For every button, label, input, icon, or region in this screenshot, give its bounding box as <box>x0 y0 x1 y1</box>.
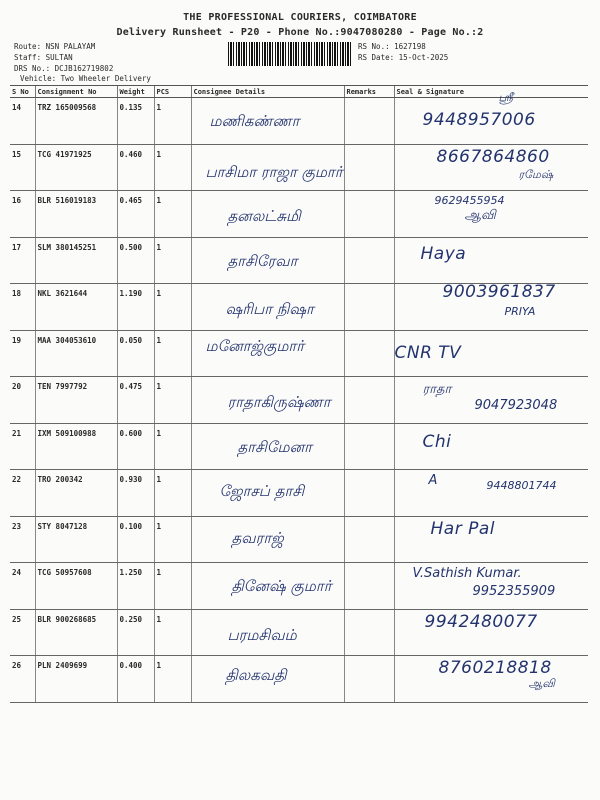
signature-scribble: PRIYA <box>504 305 536 318</box>
row-consignee-cell <box>191 284 344 331</box>
row-pcs: 1 <box>154 144 191 191</box>
row-signature-cell <box>394 284 588 331</box>
row-remarks-cell <box>344 516 394 563</box>
row-weight: 0.600 <box>117 423 154 470</box>
table-row <box>10 284 588 331</box>
row-weight: 0.460 <box>117 144 154 191</box>
consignee-handwriting: பரமசிவம் <box>227 625 297 644</box>
row-consignee-cell <box>191 656 344 703</box>
row-remarks-cell <box>344 423 394 470</box>
signature-handwriting: 9942480077 <box>424 611 538 632</box>
signature-handwriting: 9448957006 <box>422 110 536 130</box>
row-pcs: 1 <box>154 423 191 470</box>
row-pcs: 1 <box>154 470 191 517</box>
row-sno: 20 <box>10 377 35 424</box>
signature-scribble: Chi <box>422 431 452 452</box>
row-remarks-cell <box>344 144 394 191</box>
signature-handwriting: CNR TV <box>394 342 462 363</box>
signature-scribble: ரமேஷ் <box>518 167 554 181</box>
row-weight: 0.475 <box>117 377 154 424</box>
row-consignment-no: PLN 2409699 <box>35 656 117 703</box>
row-sno: 26 <box>10 656 35 703</box>
row-signature-cell <box>394 144 588 191</box>
consignee-handwriting: தாசிமேனா <box>237 437 312 456</box>
consignee-handwriting: ஜோசப் தாசி <box>219 482 305 500</box>
row-remarks-cell <box>344 98 394 145</box>
row-signature-cell <box>394 237 588 284</box>
row-consignee-cell <box>191 330 344 377</box>
document-title: THE PROFESSIONAL COURIERS, COIMBATORE <box>183 12 417 23</box>
consignee-handwriting: ராதாகிருஷ்ணா <box>227 393 331 411</box>
row-weight: 0.400 <box>117 656 154 703</box>
row-remarks-cell <box>344 563 394 610</box>
row-signature-cell <box>394 423 588 470</box>
row-consignment-no: TCG 50957608 <box>35 563 117 610</box>
row-consignment-no: STY 8047128 <box>35 516 117 563</box>
runsheet-table <box>10 85 588 703</box>
row-remarks-cell <box>344 330 394 377</box>
staff-label: Staff: SULTAN <box>14 53 73 62</box>
table-row <box>10 237 588 284</box>
row-sno: 22 <box>10 470 35 517</box>
row-pcs: 1 <box>154 330 191 377</box>
row-consignee-cell <box>191 237 344 284</box>
signature-handwriting: 9003961837 <box>442 282 556 302</box>
row-consignee-cell <box>191 609 344 656</box>
table-row <box>10 609 588 656</box>
row-consignee-cell <box>191 377 344 424</box>
row-consignee-cell <box>191 563 344 610</box>
column-header-weight: Weight <box>117 86 154 98</box>
column-header-sno: S No <box>10 86 35 98</box>
row-weight: 0.135 <box>117 98 154 145</box>
row-signature-cell <box>394 191 588 238</box>
row-signature-cell <box>394 330 588 377</box>
row-signature-cell <box>394 516 588 563</box>
row-sno: 16 <box>10 191 35 238</box>
row-pcs: 1 <box>154 191 191 238</box>
row-signature-cell <box>394 563 588 610</box>
row-remarks-cell <box>344 191 394 238</box>
table-row <box>10 191 588 238</box>
row-pcs: 1 <box>154 284 191 331</box>
row-signature-cell <box>394 609 588 656</box>
row-remarks-cell <box>344 377 394 424</box>
signature-handwriting: 9047923048 <box>474 398 558 413</box>
row-pcs: 1 <box>154 516 191 563</box>
consignee-handwriting: மனோஜ்குமார் <box>205 336 305 355</box>
table-row <box>10 563 588 610</box>
row-pcs: 1 <box>154 656 191 703</box>
signature-handwriting: 9629455954 <box>434 194 505 207</box>
signature-scribble: A <box>428 473 438 488</box>
row-consignment-no: BLR 900268685 <box>35 609 117 656</box>
consignee-handwriting: தவராஜ் <box>231 528 284 547</box>
consignee-handwriting: திலகவதி <box>225 666 287 684</box>
row-weight: 0.100 <box>117 516 154 563</box>
row-sno: 25 <box>10 609 35 656</box>
column-header-remarks: Remarks <box>344 86 394 98</box>
row-sno: 19 <box>10 330 35 377</box>
row-remarks-cell <box>344 609 394 656</box>
consignee-handwriting: மணிகண்ணா <box>209 112 300 130</box>
row-signature-cell <box>394 470 588 517</box>
table-row <box>10 516 588 563</box>
signature-handwriting: 9448801744 <box>486 479 557 492</box>
signature-scribble: ஆவி <box>464 208 496 223</box>
signature-scribble: Haya <box>420 243 467 264</box>
row-consignment-no: TRO 200342 <box>35 470 117 517</box>
table-row <box>10 98 588 145</box>
table-row <box>10 470 588 517</box>
row-sno: 24 <box>10 563 35 610</box>
row-weight: 0.500 <box>117 237 154 284</box>
signature-scribble: ஆவி <box>528 677 555 690</box>
row-weight: 0.930 <box>117 470 154 517</box>
row-consignment-no: TCG 41971925 <box>35 144 117 191</box>
row-sno: 15 <box>10 144 35 191</box>
row-consignment-no: MAA 304053610 <box>35 330 117 377</box>
consignee-handwriting: தினேஷ் குமார் <box>231 577 332 595</box>
table-row <box>10 656 588 703</box>
row-consignment-no: TRZ 165009568 <box>35 98 117 145</box>
consignee-handwriting: தனலட்சுமி <box>227 207 301 225</box>
signature-handwriting: V.Sathish Kumar. <box>412 566 522 581</box>
row-pcs: 1 <box>154 377 191 424</box>
drs-number: DRS No.: DCJB162719802 <box>14 64 114 73</box>
row-sno: 17 <box>10 237 35 284</box>
row-weight: 0.465 <box>117 191 154 238</box>
row-consignment-no: TEN 7997792 <box>35 377 117 424</box>
barcode <box>228 42 352 66</box>
row-consignment-no: SLM 380145251 <box>35 237 117 284</box>
row-sno: 21 <box>10 423 35 470</box>
rs-date: RS Date: 15-Oct-2025 <box>358 53 449 62</box>
row-consignee-cell <box>191 516 344 563</box>
table-row <box>10 330 588 377</box>
row-signature-cell <box>394 656 588 703</box>
signature-scribble: ஸ்ரீ <box>498 91 513 104</box>
row-weight: 0.250 <box>117 609 154 656</box>
column-header-consignment: Consignment No <box>35 86 117 98</box>
consignee-handwriting: ஷரிபா நிஷா <box>225 300 314 318</box>
row-consignee-cell <box>191 470 344 517</box>
table-row <box>10 377 588 424</box>
signature-handwriting: 8760218818 <box>438 658 552 678</box>
row-consignment-no: IXM 509100988 <box>35 423 117 470</box>
row-consignment-no: NKL 3621644 <box>35 284 117 331</box>
row-remarks-cell <box>344 656 394 703</box>
table-row <box>10 144 588 191</box>
row-pcs: 1 <box>154 563 191 610</box>
signature-handwriting: 8667864860 <box>436 146 550 167</box>
row-sno: 23 <box>10 516 35 563</box>
row-consignee-cell <box>191 98 344 145</box>
signature-scribble: ராதா <box>422 382 452 397</box>
route-label: Route: NSN PALAYAM <box>14 42 96 51</box>
row-pcs: 1 <box>154 609 191 656</box>
row-sno: 18 <box>10 284 35 331</box>
row-pcs: 1 <box>154 237 191 284</box>
row-weight: 1.250 <box>117 563 154 610</box>
column-header-pcs: PCS <box>154 86 191 98</box>
signature-scribble: 9952355909 <box>472 584 556 599</box>
row-consignee-cell <box>191 423 344 470</box>
rs-number: RS No.: 1627198 <box>358 42 426 51</box>
runsheet-subtitle: Delivery Runsheet - P20 - Phone No.:9047080280 - Page No.:2 <box>116 27 484 38</box>
row-sno: 14 <box>10 98 35 145</box>
row-remarks-cell <box>344 284 394 331</box>
consignee-handwriting: தாசிரேவா <box>227 251 298 270</box>
table-row <box>10 423 588 470</box>
row-consignee-cell <box>191 191 344 238</box>
column-header-signature: Seal & Signature <box>394 86 588 98</box>
row-consignment-no: BLR 516019183 <box>35 191 117 238</box>
consignee-handwriting: பாசிமா ராஜா குமார் <box>205 162 343 181</box>
row-remarks-cell <box>344 470 394 517</box>
row-pcs: 1 <box>154 98 191 145</box>
vehicle-label: Vehicle: Two Wheeler Delivery <box>20 74 151 83</box>
row-remarks-cell <box>344 237 394 284</box>
row-weight: 1.190 <box>117 284 154 331</box>
row-signature-cell <box>394 377 588 424</box>
signature-scribble: Har Pal <box>430 518 495 539</box>
row-weight: 0.050 <box>117 330 154 377</box>
row-consignee-cell <box>191 144 344 191</box>
column-header-consignee: Consignee Details <box>191 86 344 98</box>
